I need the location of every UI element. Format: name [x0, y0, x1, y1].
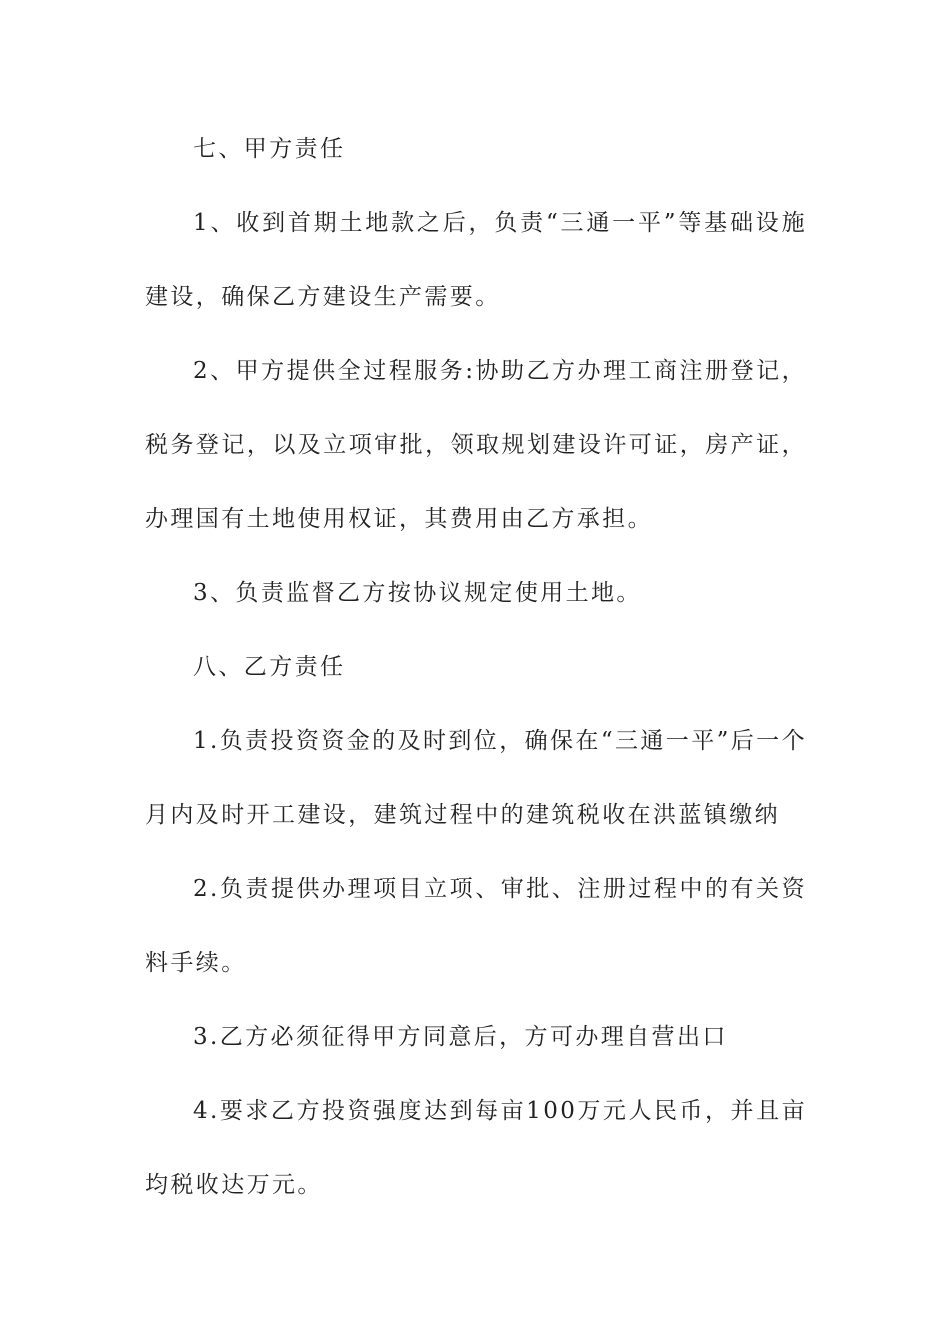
section-8-item-1: 1.负责投资资金的及时到位，确保在“三通一平”后一个月内及时开工建设，建筑过程中的建筑税收在洪蓝镇缴纳: [145, 728, 807, 828]
section-7-item-3: 3、负责监督乙方按协议规定使用土地。: [193, 580, 642, 606]
section-8-item-2: 2.负责提供办理项目立项、审批、注册过程中的有关资料手续。: [145, 876, 807, 976]
section-8-item-4: 4.要求乙方投资强度达到每亩100万元人民币，并且亩均税收达万元。: [145, 1098, 807, 1198]
section-7-item-1: 1、收到首期土地款之后，负责“三通一平”等基础设施建设，确保乙方建设生产需要。: [145, 210, 807, 310]
section-8-heading: 八、乙方责任: [193, 654, 346, 680]
section-7-item-2: 2、甲方提供全过程服务:协助乙方办理工商注册登记，税务登记，以及立项审批，领取规划建设许可证，房产证，办理国有土地使用权证，其费用由乙方承担。: [145, 358, 807, 532]
document-page: [145, 112, 807, 1222]
section-8-item-3: 3.乙方必须征得甲方同意后，方可办理自营出口: [193, 1024, 728, 1050]
section-7-heading: 七、甲方责任: [193, 136, 346, 162]
